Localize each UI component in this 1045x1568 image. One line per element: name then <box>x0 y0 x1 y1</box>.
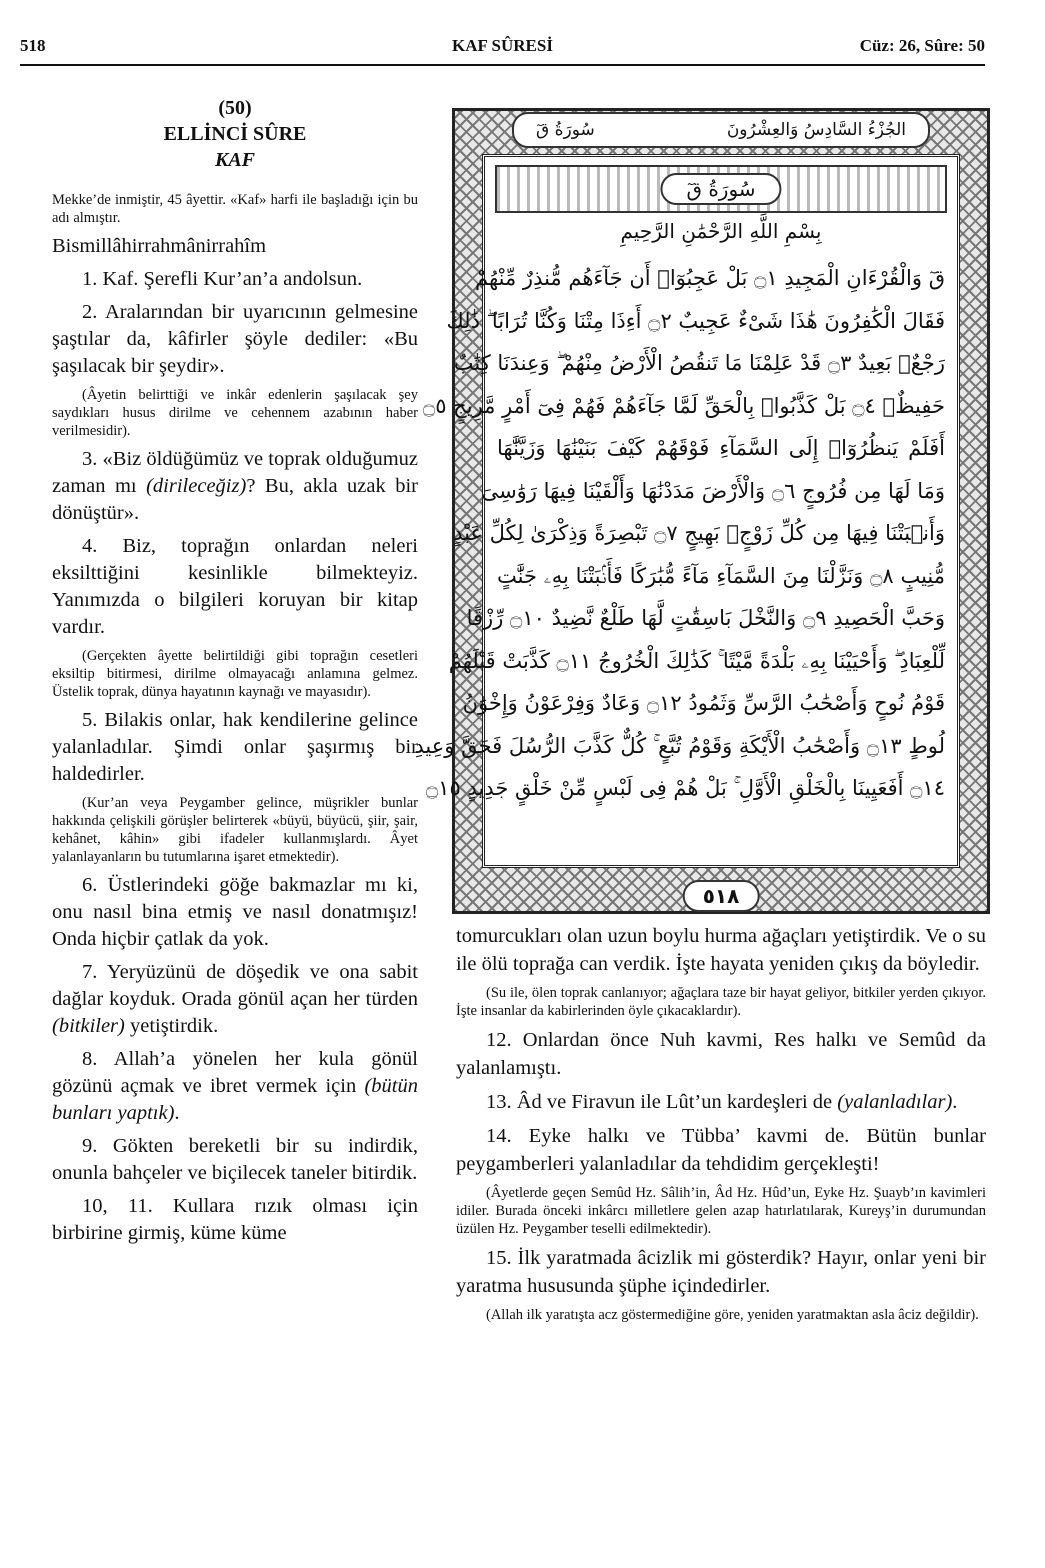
note-2: (Âyetin belirttiği ve inkâr edenlerin şaşılacak şey saydıkları husus dirilme ve cehennem azabının haber verilmesidir). <box>52 387 418 439</box>
arabic-line: قَوْمُ نُوحٍ وَأَصْحَٰبُ الرَّسِّ وَثَمُودُ ۝١٢ وَعَادٌ وَفِرْعَوْنُ وَإِخْوَٰنُ <box>462 691 945 715</box>
sura-number: (50) <box>218 97 252 119</box>
basmala: Bismillâhirrahmânirrahîm <box>52 235 267 257</box>
sura-arabic-name: KAF <box>214 149 256 171</box>
arabic-line: لِّلْعِبَادِ ۖ وَأَحْيَيْنَا بِهِۦ بَلْدَةً مَّيْتًا ۚ كَذَٰلِكَ الْخُرُوجُ ۝١١ كَذَّبَتْ قَبْلَهُمْ <box>448 648 945 673</box>
arabic-line: مُّنِيبٍ ۝٨ وَنَزَّلْنَا مِنَ السَّمَآءِ مَآءً مُّبَٰرَكًا فَأَنۢبَتْنَا بِهِۦ جَنَّٰتٍ <box>497 563 945 588</box>
arabic-line: ۝١٤ أَفَعَيِينَا بِالْخَلْقِ الْأَوَّلِ ۚ بَلْ هُمْ فِى لَبْسٍ مِّنْ خَلْقٍ جَدِيدٍ ۝١٥ <box>425 776 945 800</box>
verse-12: 12. Onlardan önce Nuh kavmi, Res halkı ve Semûd da yalanlamıştı. <box>456 1029 986 1079</box>
sura-banner <box>495 165 947 213</box>
verse-13-text: 13. Âd ve Firavun ile Lût’un kardeşleri de <box>486 1091 838 1113</box>
page-header <box>20 30 985 66</box>
arabic-line: أَفَلَمْ يَنظُرُوٓا۟ إِلَى السَّمَآءِ فَوْقَهُمْ كَيْفَ بَنَيْنَٰهَا وَزَيَّنَّٰهَا <box>497 436 945 460</box>
sura-intro: Mekke’de inmiştir, 45 âyettir. «Kaf» harfi ile başladığı için bu adı almıştır. <box>52 192 418 226</box>
arabic-line: وَحَبَّ الْحَصِيدِ ۝٩ وَالنَّخْلَ بَاسِقَٰتٍ لَّهَا طَلْعٌ نَّضِيدٌ ۝١٠ رِّزْقًا <box>466 606 945 630</box>
verse-9: 9. Gökten bereketli bir su indirdik, onunla bahçeler ve biçilecek taneler bitirdik. <box>52 1135 418 1184</box>
mushaf-top-caption <box>512 112 930 148</box>
page-number: 518 <box>20 36 46 55</box>
verse-7-end: yetiştirdik. <box>124 1015 219 1037</box>
verse-1: 1. Kaf. Şerefli Kur’an’a andolsun. <box>82 268 363 290</box>
verse-8-italic: (bütün bunları yaptık) <box>52 1075 418 1124</box>
juz-arabic-label: الجُزْءُ السَّادِسُ وَالعِشْرُونَ <box>726 120 906 140</box>
arabic-line: وَمَا لَهَا مِن فُرُوجٍ ۝٦ وَالْأَرْضَ مَدَدْنَٰهَا وَأَلْقَيْنَا فِيهَا رَوَٰسِىَ <box>481 478 945 503</box>
left-column <box>52 95 418 1253</box>
note-14: (Âyetlerde geçen Semûd Hz. Sâlih’in, Âd Hz. Hûd’un, Eyke Hz. Şuayb’ın kavimleri idiler. Burada önceki inkârcı milletlere gelen azap hatırlatılarak, Kureyş’in durumundan üzülen Hz. Peygamber teselli edilmektedir). <box>456 1185 986 1237</box>
arabic-verses <box>414 257 945 810</box>
arabic-line: لُوطٍ ۝١٣ وَأَصْحَٰبُ الْأَيْكَةِ وَقَوْمُ تُبَّعٍ ۚ كُلٌّ كَذَّبَ الرُّسُلَ فَحَقَّ وَعِيدِ <box>414 733 945 758</box>
verse-6: 6. Üstlerindeki göğe bakmazlar mı ki, onu nasıl bina etmiş ve nasıl donatmışız! Onda hiçbir çatlak da yok. <box>52 874 418 950</box>
mushaf-text-area <box>414 154 960 868</box>
verse-3-text: 3. «Biz öldüğümüz ve toprak olduğumuz zaman mı <box>52 448 418 497</box>
verse-13-italic: (yalanladılar) <box>837 1091 953 1113</box>
note-15: (Allah ilk yaratışta acz göstermediğine göre, yeniden yaratmaktan asla âciz değildir). <box>486 1307 979 1323</box>
right-column <box>456 922 986 1330</box>
mushaf-page-number: ٥١٨ <box>683 880 760 912</box>
verse-7-italic: (bitkiler) <box>52 1015 125 1037</box>
sura-name: ELLİNCİ SÛRE <box>163 123 307 145</box>
arabic-line: رَجْعٌۢ بَعِيدٌ ۝٣ قَدْ عَلِمْنَا مَا تَنقُصُ الْأَرْضُ مِنْهُمْ ۖ وَعِندَنَا كِتَٰبٌ <box>453 351 945 375</box>
juz-sura-label: Cüz: 26, Sûre: 50 <box>859 36 985 55</box>
sura-heading <box>52 95 418 173</box>
verse-3 <box>52 446 418 527</box>
note-4: (Gerçekten âyette belirtildiği gibi toprağın cesetleri eksiltip bitirmesi, dirilme olmayacağı anlamına gelmez. Üstelik toprak, dünya hayatının kaynağı ve mayasıdır). <box>52 648 418 700</box>
verse-8-end: . <box>174 1102 180 1124</box>
verse-10-continued: tomurcukları olan uzun boylu hurma ağaçları yetiştirdik. Ve o su ile ölü toprağa can verdik. İşte hayata yeniden çıkış da böyledir. <box>456 925 986 975</box>
note-11: (Su ile, ölen toprak canlanıyor; ağaçlara taze bir hayat geliyor, bitkiler yerden çıkıyor. İşte insanlar da kabirlerinden öyle çıkacaklardır). <box>456 985 986 1019</box>
arabic-line: فَقَالَ الْكَٰفِرُونَ هَٰذَا شَىْءٌ عَجِيبٌ ۝٢ أَءِذَا مِتْنَا وَكُنَّا تُرَابًا ۖ ذَٰلِكَ <box>446 308 945 333</box>
verse-8 <box>52 1046 418 1127</box>
verse-3-end: ? Bu, akla uzak bir dönüştür». <box>52 475 419 524</box>
verse-7 <box>52 959 418 1040</box>
sura-arabic-label: سُورَةُ قٓ <box>536 120 595 140</box>
sura-banner-title: سُورَةُ قٓ <box>660 173 781 205</box>
running-title: KAF SÛRESİ <box>452 36 553 55</box>
mushaf-page <box>414 108 990 914</box>
arabic-line: حَفِيظٌۢ ۝٤ بَلْ كَذَّبُوا۟ بِالْحَقِّ لَمَّا جَآءَهُمْ فَهُمْ فِىٓ أَمْرٍ مَّرِيجٍ ۝٥ <box>422 393 945 418</box>
bismillah-arabic: بِسْمِ اللَّهِ الرَّحْمَٰنِ الرَّحِيمِ <box>620 219 822 243</box>
verse-14: 14. Eyke halkı ve Tübba’ kavmi de. Bütün bunlar peygamberleri yalanladılar da tehdidim gerçekleşti! <box>456 1125 986 1175</box>
verse-10: 10, 11. Kullara rızık olması için birbirine girmiş, küme küme <box>52 1195 418 1244</box>
arabic-line: وَأَنۢبَتْنَا فِيهَا مِن كُلِّ زَوْجٍۭ بَهِيجٍ ۝٧ تَبْصِرَةً وَذِكْرَىٰ لِكُلِّ عَبْدٍ <box>453 521 945 545</box>
verse-8-text: 8. Allah’a yönelen her kula gönül gözünü açmak ve ibret vermek için <box>52 1048 418 1097</box>
verse-3-italic: (dirileceğiz) <box>146 475 247 497</box>
arabic-line: قٓ وَالْقُرْءَانِ الْمَجِيدِ ۝١ بَلْ عَجِبُوٓا۟ أَن جَآءَهُم مُّنذِرٌ مِّنْهُمْ <box>475 266 945 290</box>
verse-13 <box>456 1088 986 1116</box>
verse-2: 2. Aralarından bir uyarıcının gelmesine şaştılar da, kâfirler şöyle dediler: «Bu şaşılacak bir şeydir». <box>52 301 418 377</box>
verse-13-end: . <box>952 1091 958 1113</box>
verse-7-text: 7. Yeryüzünü de döşedik ve ona sabit dağlar koyduk. Orada gönül açan her türden <box>52 961 418 1010</box>
verse-15: 15. İlk yaratmada âcizlik mi gösterdik? Hayır, onlar yeni bir yaratma hususunda şüphe içindedirler. <box>456 1247 986 1297</box>
note-5: (Kur’an veya Peygamber gelince, müşrikler bunlar hakkında çelişkili görüşler belirterek «büyü, büyücü, şiir, şair, kehânet, kâhin» gibi ifadeler kullanmışlardı. Âyet yalanlayanların bu tutumlarına işaret etmektedir). <box>52 795 418 865</box>
verse-5: 5. Bilakis onlar, hak kendilerine gelince yalanladılar. Şimdi onlar şaşırmış bir haldedirler. <box>52 709 418 785</box>
verse-4: 4. Biz, toprağın onlardan neleri eksilttiğini kesinlikle bilmekteyiz. Yanımızda o bilgileri koruyan bir kitap vardır. <box>52 535 418 638</box>
